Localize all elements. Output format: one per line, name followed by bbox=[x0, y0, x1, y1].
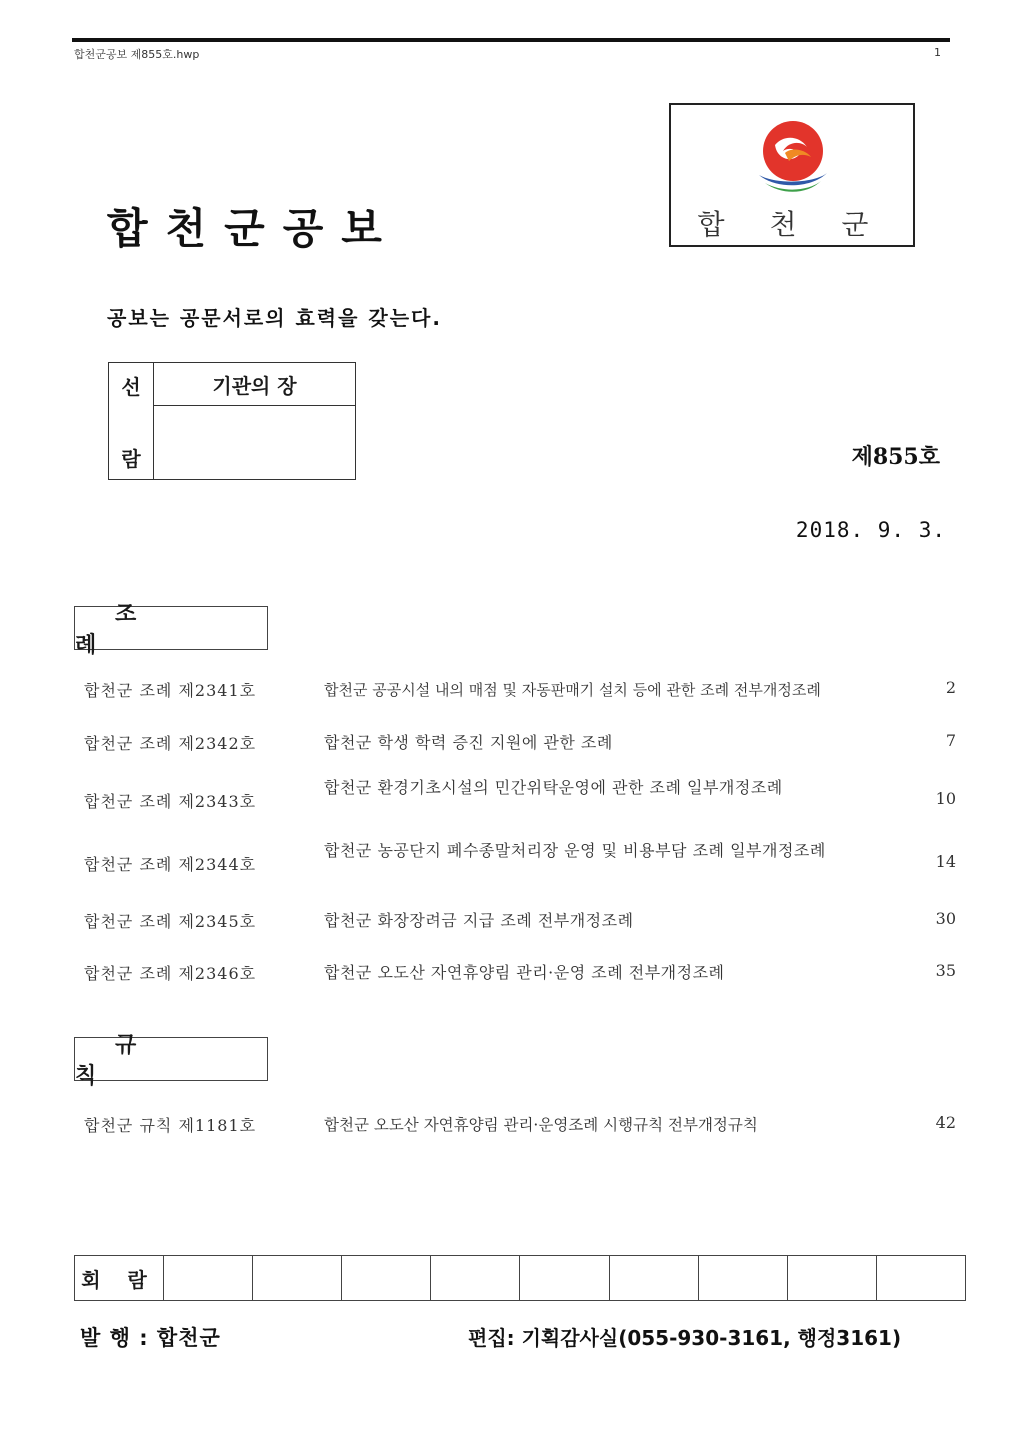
circulation-signature-cell[interactable] bbox=[876, 1256, 965, 1300]
issue-number: 제855호 bbox=[851, 444, 940, 470]
circulation-signature-cell[interactable] bbox=[430, 1256, 519, 1300]
header-rule bbox=[72, 38, 950, 42]
header-file-label: 합천군공보 제855호.hwp bbox=[74, 48, 200, 61]
circulation-signature-cell[interactable] bbox=[341, 1256, 430, 1300]
toc-entry-page: 14 bbox=[935, 852, 956, 871]
circulation-signature-cell[interactable] bbox=[698, 1256, 787, 1300]
toc-entry-label: 합천군 조례 제2345호 bbox=[84, 912, 257, 931]
circulation-label: 회 람 bbox=[81, 1267, 157, 1292]
toc-entry-page: 42 bbox=[935, 1113, 956, 1132]
toc-entry-page: 10 bbox=[935, 789, 956, 808]
page-title: 합천군공보 bbox=[107, 204, 400, 253]
toc-entry-label: 합천군 조례 제2342호 bbox=[84, 734, 257, 753]
toc-entry-label: 합천군 조례 제2343호 bbox=[84, 792, 257, 811]
toc-entry-title: 합천군 오도산 자연휴양림 관리·운영 조례 전부개정조례 bbox=[324, 963, 725, 982]
county-logo bbox=[669, 103, 915, 247]
toc-entry-label: 합천군 조례 제2344호 bbox=[84, 855, 257, 874]
toc-entry-page: 2 bbox=[945, 678, 956, 697]
circulation-signature-cell[interactable] bbox=[252, 1256, 341, 1300]
issue-date: 2018. 9. 3. bbox=[795, 518, 946, 542]
toc-entry-page: 35 bbox=[935, 961, 956, 980]
toc-entry-page: 7 bbox=[945, 731, 956, 750]
publisher-line: 발 행 : 합천군 bbox=[80, 1326, 221, 1350]
toc-entry-title: 합천군 환경기초시설의 민간위탁운영에 관한 조례 일부개정조례 bbox=[324, 778, 783, 797]
circulation-signature-cell[interactable] bbox=[787, 1256, 876, 1300]
logo-name: 합 천 군 bbox=[697, 208, 887, 241]
circulation-table bbox=[74, 1255, 966, 1301]
circulation-signature-cell[interactable] bbox=[163, 1256, 252, 1300]
toc-entry-title: 합천군 공공시설 내의 매점 및 자동판매기 설치 등에 관한 조례 전부개정조례 bbox=[324, 681, 821, 699]
toc-entry-title: 합천군 학생 학력 증진 지원에 관한 조례 bbox=[324, 733, 613, 752]
approval-divider bbox=[153, 405, 356, 406]
approval-label-top: 선 bbox=[121, 375, 141, 399]
toc-entry-page: 30 bbox=[935, 909, 956, 928]
circulation-signature-cell[interactable] bbox=[609, 1256, 698, 1300]
page-subtitle: 공보는 공문서로의 효력을 갖는다. bbox=[107, 306, 442, 330]
approval-table bbox=[108, 362, 356, 480]
toc-entry-label: 합천군 조례 제2346호 bbox=[84, 964, 257, 983]
approval-header: 기관의 장 bbox=[212, 374, 297, 398]
approval-label-bottom: 람 bbox=[121, 447, 141, 471]
toc-entry-title: 합천군 화장장려금 지급 조례 전부개정조례 bbox=[324, 911, 634, 930]
toc-entry-title: 합천군 오도산 자연휴양림 관리·운영조례 시행규칙 전부개정규칙 bbox=[324, 1116, 758, 1134]
section-heading-ordinances: 조 례 bbox=[74, 606, 268, 650]
toc-entry-title: 합천군 농공단지 폐수종말처리장 운영 및 비용부담 조례 일부개정조례 bbox=[324, 841, 826, 860]
toc-entry-label: 합천군 조례 제2341호 bbox=[84, 681, 257, 700]
section-heading-rules: 규 칙 bbox=[74, 1037, 268, 1081]
circulation-signature-cell[interactable] bbox=[519, 1256, 608, 1300]
editor-line: 편집: 기획감사실(055-930-3161, 행정3161) bbox=[468, 1326, 902, 1350]
toc-entry-label: 합천군 규칙 제1181호 bbox=[84, 1116, 257, 1135]
county-emblem-icon bbox=[755, 117, 831, 199]
header-page-number: 1 bbox=[934, 46, 941, 59]
